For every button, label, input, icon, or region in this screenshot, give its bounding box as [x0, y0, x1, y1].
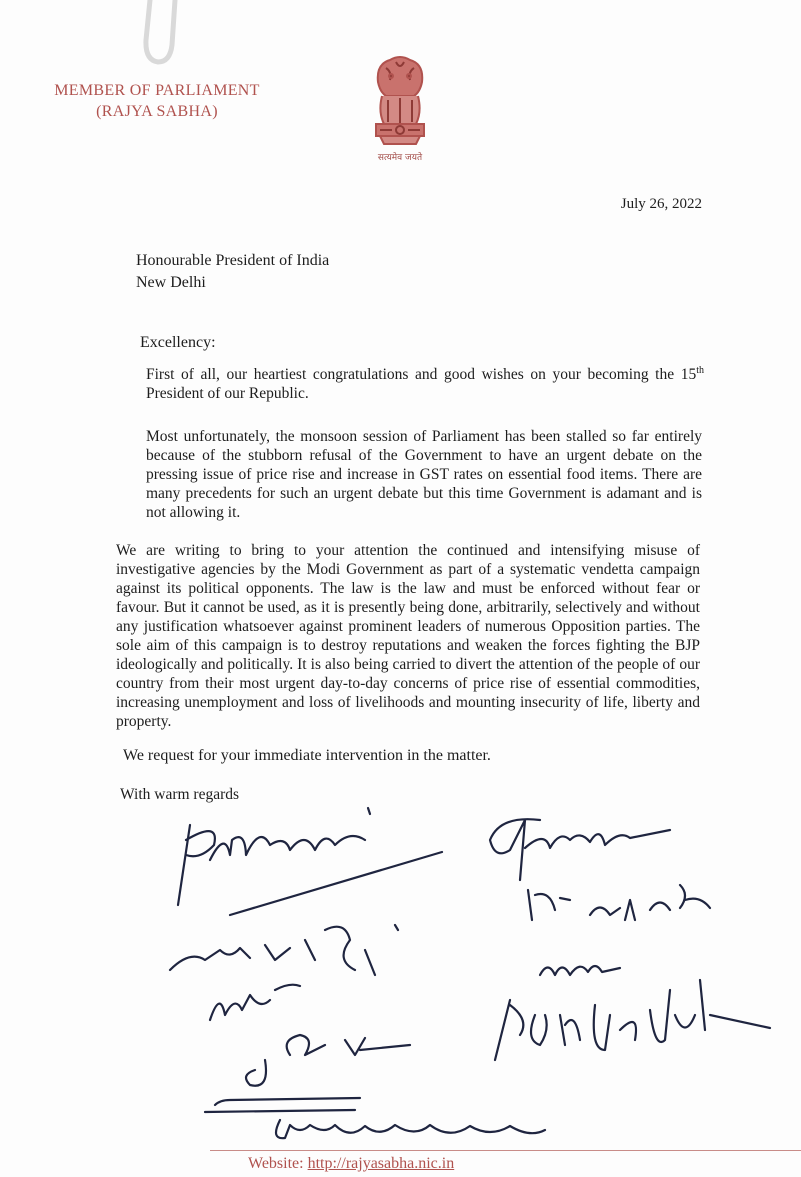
footer-website [248, 1155, 454, 1173]
signature-1 [178, 825, 365, 905]
letter-date: July 26, 2022 [620, 196, 702, 212]
request-line: We request for your immediate intervention in the matter. [123, 747, 491, 764]
signature-4 [246, 1035, 410, 1086]
letterhead-title [42, 80, 272, 122]
addressee-name: Honourable President of India [136, 252, 330, 269]
website-link[interactable]: http://rajyasabha.nic.in [307, 1155, 455, 1172]
paragraph-congratulations [146, 365, 704, 403]
signature-7 [528, 890, 570, 920]
signature-2 [170, 925, 398, 975]
paragraph-congratulations-text: First of all, our heartiest congratulations and good wishes on your becoming the 15 [146, 366, 697, 383]
signature-8 [590, 885, 710, 920]
signature-9 [540, 966, 620, 975]
footer-divider [210, 1150, 801, 1151]
signature-5 [276, 1120, 545, 1138]
signatures-area [150, 800, 790, 1150]
paper-clip-shadow [128, 0, 188, 70]
addressee-city: New Delhi [136, 274, 206, 291]
rajya-sabha-label: (RAJYA SABHA) [96, 103, 218, 120]
closing-regards: With warm regards [120, 786, 240, 803]
member-of-parliament-label: MEMBER OF PARLIAMENT [54, 82, 260, 99]
paragraph-monsoon-session: Most unfortunately, the monsoon session of Parliament has been stalled so far entirely because of the stubborn refusal of the Government to have an urgent debate on the pressing issue of price rise and increase in GST rates on essential food items. There are many precedents for such an urgent debate but this time Government is adamant and is not allowing it. [146, 428, 702, 521]
website-label: Website: [248, 1155, 308, 1172]
salutation: Excellency: [140, 334, 216, 351]
paragraph-congratulations-tail: President of our Republic. [146, 385, 309, 402]
signature-6 [490, 819, 670, 880]
paragraph-agencies-misuse: We are writing to bring to your attention the continued and intensifying misuse of investigative agencies by the Modi Government as part of a systematic vendetta campaign against its political opponents. The law is the law and must be enforced without fear or favour. But it cannot be used, as it is presently being done, arbitrarily, selectively and without any justification whatsoever against prominent leaders of numerous Opposition parties. The sole aim of this campaign is to destroy reputations and weaken the forces fighting the BJP ideologically and politically. It is also being carried to divert the attention of the people of our country from their most urgent day-to-day concerns of price rise of essential commodities, increasing unemployment and loss of livelihoods and mounting insecurity of life, liberty and property. [116, 542, 700, 730]
emblem-motto: सत्यमेव जयते [377, 153, 423, 163]
signature-10 [495, 980, 770, 1060]
addressee-block [136, 250, 329, 294]
signature-3 [210, 985, 300, 1020]
ordinal-suffix: th [696, 364, 704, 376]
